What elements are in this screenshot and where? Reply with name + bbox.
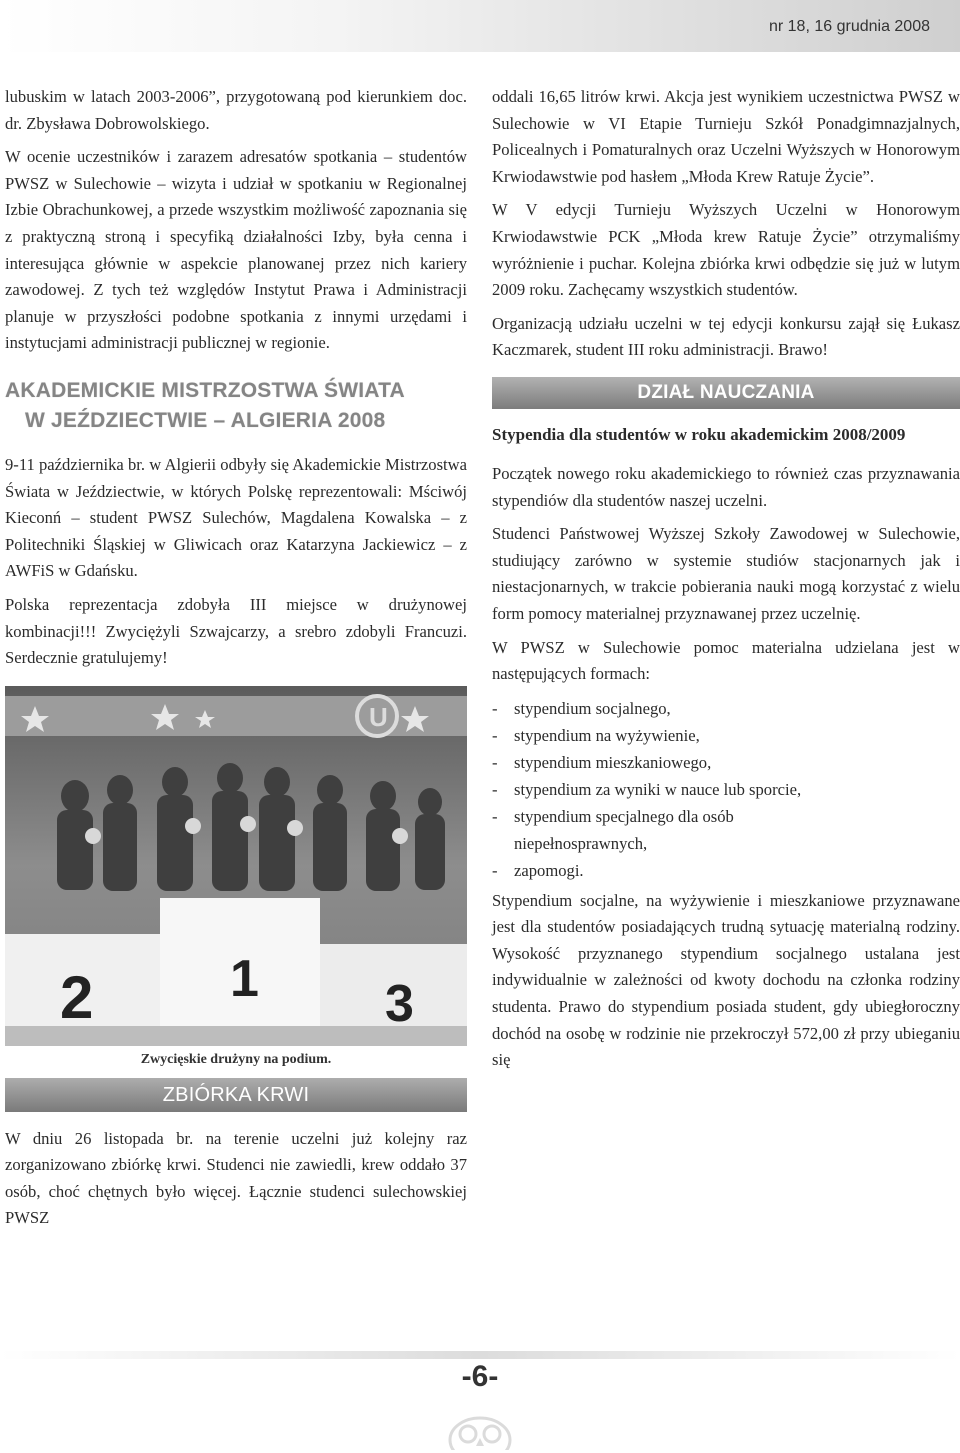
list-item-text: stypendium socjalnego,: [514, 698, 671, 718]
list-item: [492, 776, 960, 803]
section-heading-blood: ZBIÓRKA KRWI: [5, 1078, 467, 1112]
podium-number: 3: [385, 974, 414, 1033]
list-item: [492, 722, 960, 749]
paragraph: Studenci Państwowej Wyższej Szkoły Zawodowej w Sulechowie, studiujący zarówno w systemie studiów stacjonarnych jak i niestacjonarnych, w trakcie pobierania nauki mogą korzystać z wielu form pomocy materialnej przyznawanej przez uczelnię.: [492, 524, 960, 623]
paragraph: W ocenie uczestników i zarazem adresatów spotkania – studentów PWSZ w Sulechowie – wizyta i udział w spotkaniu w Regionalnej Izbie Obrachunkowej, a przede wszystkim możliwość zapoznania się z praktyczną stroną i specyfiką działalności Izby, była cenna i interesująca głównie w aspekcie planowanej przez nich kariery zawodowej. Z tych też względów Instytut Prawa i Administracji planuje w przyszłości podobne spotkania z innymi urzędami i instytucjami administracji publicznej w regionie.: [5, 147, 467, 353]
paragraph: Początek nowego roku akademickiego to również czas przyznawania stypendiów dla studentów naszej uczelni.: [492, 463, 960, 510]
paragraph: Organizacją udziału uczelni w tej edycji konkursu zajął się Łukasz Kaczmarek, student III roku administracji. Brawo!: [492, 313, 960, 360]
footer-rule: [0, 1351, 960, 1359]
list-item-text: stypendium za wyniki w nauce lub sporcie,: [514, 779, 802, 799]
podium-illustration: [5, 686, 467, 1046]
list-item-text: stypendium mieszkaniowego,: [514, 752, 712, 772]
list-item-text: stypendium na wyżywienie,: [514, 725, 700, 745]
list-dash: -: [492, 779, 498, 799]
issue-date: nr 18, 16 grudnia 2008: [768, 18, 930, 35]
list-item: [492, 857, 960, 884]
section-heading-teaching: DZIAŁ NAUCZANIA: [492, 377, 960, 409]
list-item: [492, 803, 960, 857]
list-dash: -: [492, 698, 498, 718]
article-subheading: Stypendia dla studentów w roku akademickim 2008/2009: [492, 424, 906, 444]
paragraph: Polska reprezentacja zdobyła III miejsce w drużynowej kombinacji!!! Zwyciężyli Szwajcarzy, a srebro zdobyli Francuzi. Serdecznie gratulujemy!: [5, 594, 467, 668]
paragraph: W PWSZ w Sulechowie pomoc materialna udzielana jest w następujących formach:: [492, 637, 960, 684]
heading-line: W JEŹDZIECTWIE – ALGIERIA 2008: [25, 408, 386, 432]
photo-figure: [5, 686, 467, 1074]
list-dash: -: [492, 860, 498, 880]
podium-photo: [5, 686, 467, 1046]
svg-text:U: U: [369, 701, 388, 732]
list-item-text: zapomogi.: [514, 860, 584, 880]
aid-forms-list: [492, 695, 960, 884]
left-column: [5, 84, 467, 1239]
owl-logo-icon: [440, 1400, 520, 1450]
list-dash: -: [492, 725, 498, 745]
paragraph: Stypendium socjalne, na wyżywienie i mieszkaniowe przyznawane jest dla studentów posiadających trudną sytuację materialną rodziny. Wysokość przyznanego stypendium socjalnego ustalana jest indywidualnie w zależności od kwoty dochodu na członka rodziny studenta. Prawo do stypendium posiada student, gdy ubiegłoroczny dochód na osobę w rodzinie nie przekroczył 572,00 zł przy ubieganiu się: [492, 890, 960, 1070]
page-number-text: -6-: [452, 1360, 509, 1393]
right-column: [492, 84, 960, 1081]
list-dash: -: [492, 752, 498, 772]
list-dash: -: [492, 806, 498, 826]
podium-number: 1: [230, 949, 259, 1008]
photo-caption: Zwycięskie drużyny na podium.: [140, 1051, 332, 1067]
page-number: [0, 1360, 960, 1394]
heading-line: AKADEMICKIE MISTRZOSTWA ŚWIATA: [5, 378, 405, 402]
paragraph: oddali 16,65 litrów krwi. Akcja jest wynikiem uczestnictwa PWSZ w Sulechowie w VI Etapie Turnieju Szkół Ponadgimnazjalnych, Policealnych i Pomaturalnych oraz Uczelni Wyższych w Honorowym Krwiodawstwie pod hasłem „Młoda Krew Ratuje Życie”.: [492, 87, 960, 186]
list-item: [492, 749, 960, 776]
podium-number: 2: [60, 963, 94, 1031]
paragraph: lubuskim w latach 2003-2006”, przygotowaną pod kierunkiem doc. dr. Zbysława Dobrowolskiego.: [5, 87, 467, 133]
header-bar: [0, 0, 960, 52]
paragraph: W dniu 26 listopada br. na terenie uczelni już kolejny raz zorganizowano zbiórkę krwi. Studenci nie zawiedli, krew oddało 37 osób, choć chętnych było więcej. Łącznie studenci sulechowskiej PWSZ: [5, 1128, 467, 1228]
list-item: [492, 695, 960, 722]
paragraph: W V edycji Turnieju Wyższych Uczelni w Honorowym Krwiodawstwie PCK „Młoda krew Ratuje Życie” otrzymaliśmy wyróżnienie i puchar. Kolejna zbiórka krwi odbędzie się już w lutym 2009 roku. Zachęcamy wszystkich studentów.: [492, 200, 960, 300]
list-item-text: stypendium specjalnego dla osób niepełnosprawnych,: [514, 806, 734, 853]
paragraph: 9-11 października br. w Algierii odbyły się Akademickie Mistrzostwa Świata w Jeździectwie, w których Polskę reprezentowali: Mściwój Kieconń – student PWSZ Sulechów, Magdalena Kowalska – z Politechniki Śląskiej w Gliwicach oraz Katarzyna Jackiewicz – z AWFiS w Gdańsku.: [5, 454, 467, 581]
section-heading-championship: [5, 376, 467, 436]
